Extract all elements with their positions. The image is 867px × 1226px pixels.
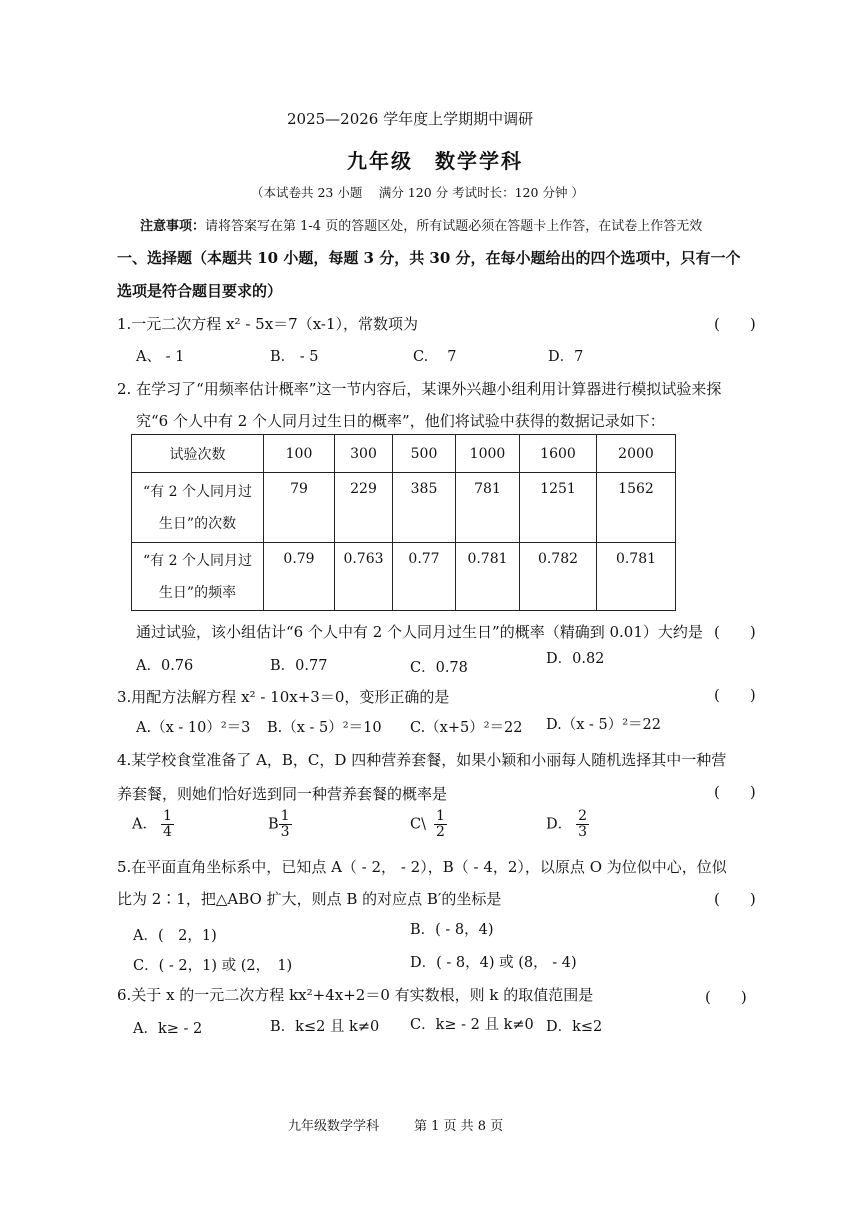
table-row — [132, 543, 676, 611]
section-heading-line2: 选项是符合题目要求的） — [117, 282, 283, 300]
table-row — [132, 473, 676, 543]
q4-option-c — [410, 809, 447, 840]
q6-option-d: D．k≤2 — [546, 1019, 603, 1035]
table-cell: 79 — [264, 473, 335, 543]
q1-option-d: D．7 — [548, 349, 584, 365]
table-cell: 0.781 — [597, 543, 676, 611]
q4-stem-line1: 4.某学校食堂准备了 A，B，C，D 四种营养套餐，如果小颖和小丽每人随机选择其中一种营 — [117, 751, 727, 769]
table-cell: 0.781 — [456, 543, 520, 611]
table-cell: 1562 — [597, 473, 676, 543]
table-row — [132, 435, 676, 473]
table-header-counts-line2: 生日”的次数 — [158, 515, 237, 532]
q2-option-a: A．0.76 — [136, 658, 194, 674]
q4-option-b — [268, 809, 292, 840]
q5-option-d: D．( - 8，4) 或 (8， - 4) — [410, 955, 577, 971]
q6-option-a: A．k≥ - 2 — [133, 1021, 203, 1037]
q3-option-b: B.（x - 5）²＝10 — [267, 720, 382, 736]
q4-option-b-denominator: 3 — [280, 824, 290, 840]
table-header-freqs-line2: 生日”的频率 — [158, 584, 237, 601]
q6-answer-paren: ( ) — [705, 988, 747, 1006]
q1-answer-paren: ( ) — [714, 315, 756, 333]
footer-page-number: 第 1 页 共 8 页 — [414, 1119, 504, 1134]
q2-stem-line2: 究“6 个人中有 2 个人同月过生日的概率”，他们将试验中获得的数据记录如下： — [136, 412, 665, 430]
table-cell: 1251 — [520, 473, 597, 543]
q4-option-b-label: B — [268, 816, 279, 833]
q2-conclusion: 通过试验，该小组估计“6 个人中有 2 个人同月过生日”的概率（精确到 0.01）大约是 — [136, 623, 703, 641]
q1-option-b: B． - 5 — [270, 349, 319, 365]
q4-option-d — [546, 809, 589, 840]
q4-answer-paren: ( ) — [714, 783, 756, 801]
table-cell: 2000 — [597, 435, 676, 473]
q4-option-a-numerator: 1 — [162, 808, 172, 824]
section-heading-line1: 一、选择题（本题共 10 小题，每题 3 分，共 30 分，在每小题给出的四个选项中，只有一个 — [117, 249, 741, 267]
table-cell: 0.77 — [393, 543, 456, 611]
data-table — [131, 434, 676, 611]
q4-option-d-fraction — [576, 809, 589, 840]
table-header-freqs — [132, 543, 264, 611]
q6-stem: 6.关于 x 的一元二次方程 kx²+4x+2＝0 有实数根，则 k 的取值范围是 — [117, 986, 594, 1004]
table-cell: 1600 — [520, 435, 597, 473]
q2-option-d: D．0.82 — [546, 651, 605, 667]
q4-option-c-fraction — [434, 809, 447, 840]
notice-text: 请将答案写在第 1-4 页的答题区处，所有试题必须在答题卡上作答，在试卷上作答无效 — [205, 219, 703, 234]
table-cell: 0.763 — [335, 543, 393, 611]
q4-stem-line2: 养套餐，则她们恰好选到同一种营养套餐的概率是 — [117, 785, 448, 803]
q4-option-b-fraction — [279, 809, 292, 840]
table-cell: 0.782 — [520, 543, 597, 611]
q3-option-c: C.（x+5）²＝22 — [410, 720, 523, 736]
subject-title: 九年级 数学学科 — [347, 149, 523, 173]
table-header-counts — [132, 473, 264, 543]
q3-option-a: A.（x - 10）²＝3 — [136, 720, 251, 736]
q5-stem-line2: 比为 2∶1，把△ABO 扩大，则点 B 的对应点 B′的坐标是 — [117, 890, 502, 908]
q4-option-b-numerator: 1 — [280, 808, 290, 824]
q5-option-b: B．( - 8，4) — [410, 922, 494, 938]
footer-subject: 九年级数学学科 — [288, 1119, 380, 1134]
q4-option-a-denominator: 4 — [162, 824, 172, 840]
q5-answer-paren: ( ) — [714, 890, 756, 908]
q1-option-a: A、 - 1 — [136, 349, 185, 365]
q4-option-a-fraction — [161, 809, 174, 840]
table-header-counts-line1: “有 2 个人同月过 — [143, 483, 252, 500]
q4-option-c-denominator: 2 — [435, 824, 445, 840]
table-cell: 229 — [335, 473, 393, 543]
q4-option-a-label: A． — [132, 816, 157, 833]
q2-option-b: B．0.77 — [270, 658, 328, 674]
q4-option-a — [132, 809, 174, 840]
q2-stem-line1: 2. 在学习了“用频率估计概率”这一节内容后，某课外兴趣小组利用计算器进行模拟试验来探 — [117, 380, 722, 398]
table-cell: 385 — [393, 473, 456, 543]
q5-option-a: A．( 2，1) — [133, 928, 217, 944]
table-cell: 0.79 — [264, 543, 335, 611]
q3-stem: 3.用配方法解方程 x² - 10x+3＝0，变形正确的是 — [117, 688, 450, 706]
q1-stem: 1.一元二次方程 x² - 5x＝7（x-1），常数项为 — [117, 315, 419, 333]
table-cell: 500 — [393, 435, 456, 473]
q4-option-c-numerator: 1 — [435, 808, 445, 824]
notice-label: 注意事项： — [140, 219, 206, 234]
table-cell: 1000 — [456, 435, 520, 473]
q5-option-c: C．( - 2，1) 或 (2， 1) — [133, 958, 293, 974]
q1-option-c: C. 7 — [413, 349, 457, 365]
table-header-freqs-line1: “有 2 个人同月过 — [143, 552, 252, 569]
q4-option-d-label: D． — [546, 816, 573, 833]
q5-stem-line1: 5.在平面直角坐标系中，已知点 A（ - 2， - 2），B（ - 4，2），以原点 O 为位似中心，位似 — [117, 858, 727, 876]
table-header-trials: 试验次数 — [132, 435, 264, 473]
q4-option-d-denominator: 3 — [578, 824, 588, 840]
q6-option-b: B．k≤2 且 k≠0 — [270, 1019, 380, 1035]
exam-title: 2025—2026 学年度上学期期中调研 — [287, 110, 534, 128]
q3-option-d: D.（x - 5）²＝22 — [546, 717, 662, 733]
q3-answer-paren: ( ) — [714, 686, 756, 704]
exam-info: （本试卷共 23 小题 满分 120 分 考试时长：120 分钟 ） — [251, 185, 584, 200]
q2-option-c: C．0.78 — [410, 660, 468, 676]
notice — [140, 215, 702, 234]
table-cell: 781 — [456, 473, 520, 543]
table-cell: 300 — [335, 435, 393, 473]
table-cell: 100 — [264, 435, 335, 473]
q6-option-c: C．k≥ - 2 且 k≠0 — [410, 1017, 534, 1033]
q4-option-d-numerator: 2 — [578, 808, 588, 824]
q4-option-c-label: C\ — [410, 816, 426, 833]
q2-answer-paren: ( ) — [714, 623, 756, 641]
